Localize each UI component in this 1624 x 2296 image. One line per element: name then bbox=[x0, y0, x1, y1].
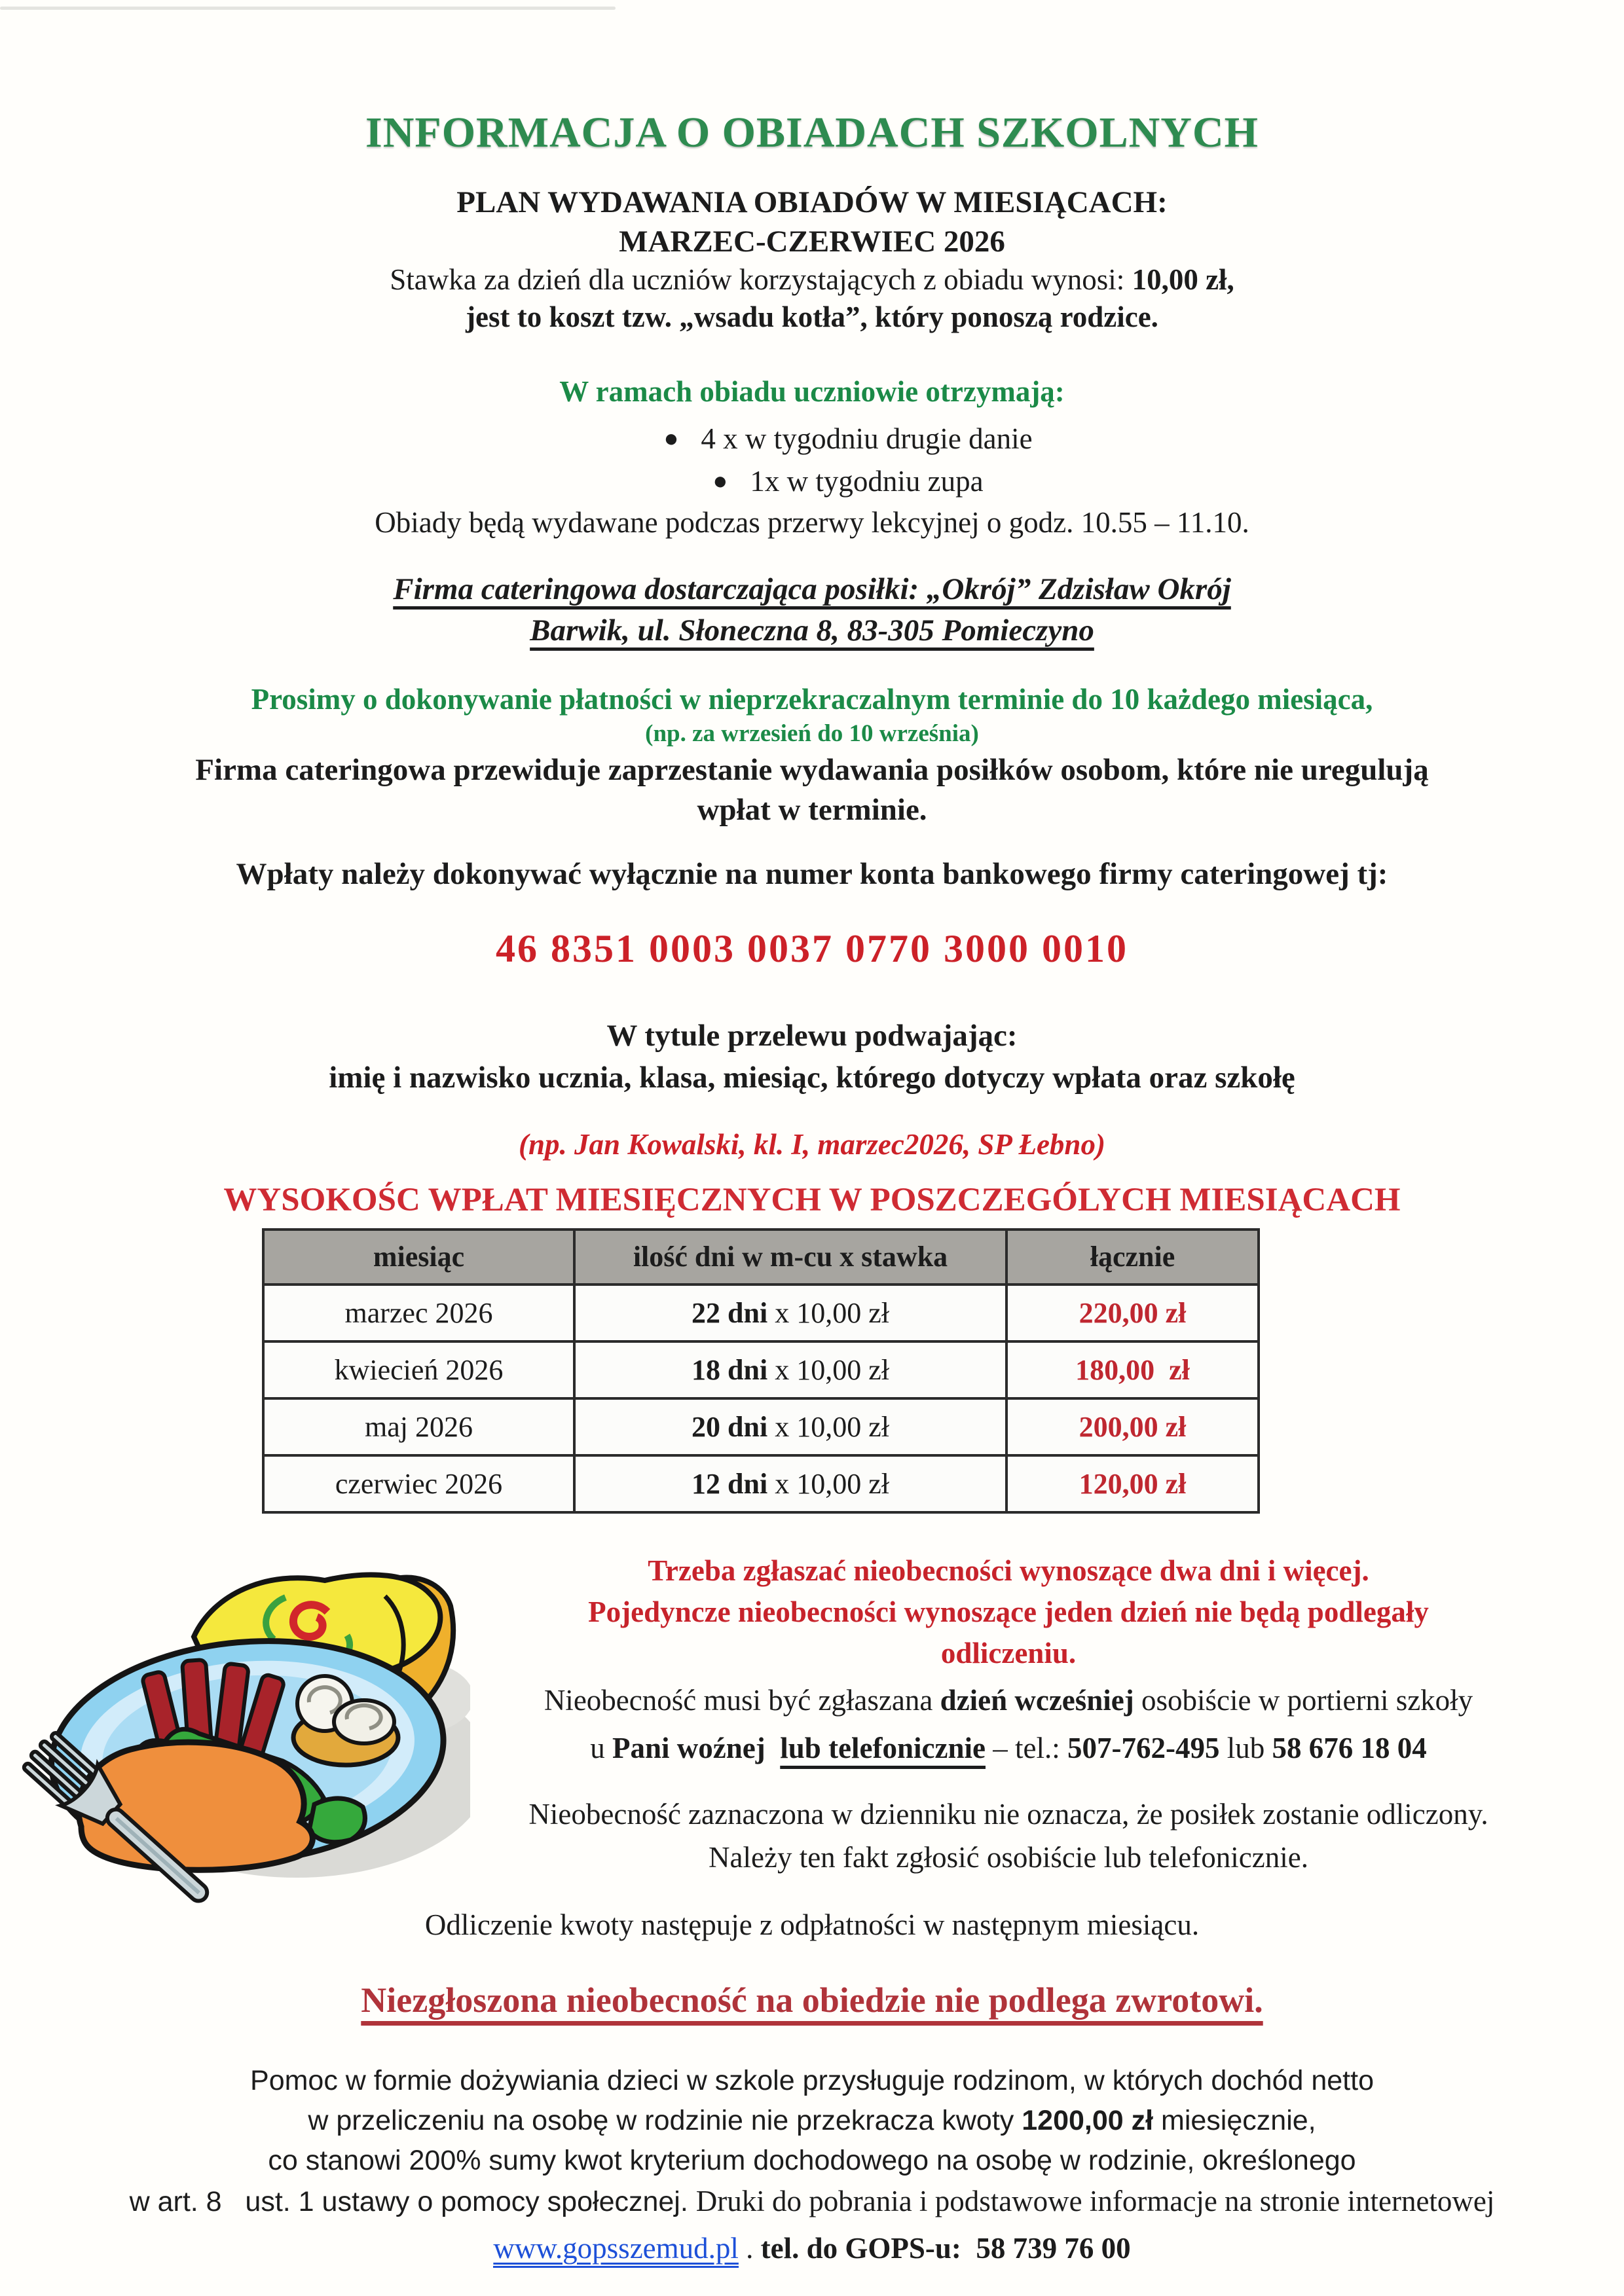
rate-paragraph bbox=[98, 261, 1526, 336]
scan-artifact-line bbox=[0, 7, 616, 10]
bank-transfer-intro: Wpłaty należy dokonywać wyłącznie na numer konta bankowego firmy cateringowej tj: bbox=[236, 857, 1388, 892]
cell-month: kwiecień 2026 bbox=[263, 1341, 574, 1398]
transfer-title-instructions bbox=[98, 1015, 1526, 1099]
serving-time-line: Obiady będą wydawane podczas przerwy lekcyjnej o godz. 10.55 – 11.10. bbox=[375, 506, 1249, 539]
gops-phone: tel. do GOPS-u: 58 739 76 00 bbox=[760, 2232, 1131, 2265]
bullet-icon: ● bbox=[663, 424, 679, 452]
plan-heading bbox=[98, 183, 1526, 261]
page-title: INFORMACJA O OBIADACH SZKOLNYCH bbox=[365, 109, 1259, 156]
phone-number-1: 507-762-495 bbox=[1067, 1732, 1220, 1765]
cell-days: 12 dni x 10,00 zł bbox=[574, 1455, 1006, 1512]
transfer-title-example: (np. Jan Kowalski, kl. I, marzec2026, SP Łebno) bbox=[519, 1127, 1105, 1161]
table-row bbox=[263, 1455, 1259, 1512]
absence-rule-red-1: Trzeba zgłaszać nieobecności wynoszące dwa dni i więcej. bbox=[648, 1554, 1369, 1587]
cell-month: czerwiec 2026 bbox=[263, 1455, 574, 1512]
plan-line-2: MARZEC-CZERWIEC 2026 bbox=[619, 225, 1005, 259]
cell-days: 20 dni x 10,00 zł bbox=[574, 1398, 1006, 1455]
catering-company-info bbox=[98, 569, 1526, 652]
rate-line-1: Stawka za dzień dla uczniów korzystających z obiadu wynosi: 10,00 zł, bbox=[390, 263, 1234, 297]
deduction-note: Odliczenie kwoty następuje z odpłatności w następnym miesiącu. bbox=[424, 1908, 1200, 1941]
catering-line-2: Barwik, ul. Słoneczna 8, 83-305 Pomieczyno bbox=[530, 613, 1094, 648]
monthly-fees-table bbox=[262, 1228, 1260, 1514]
no-refund-warning: Niezgłoszona nieobecność na obiedzie nie podlega zwrotowi. bbox=[361, 1980, 1263, 2020]
transfer-title-line-2: imię i nazwisko ucznia, klasa, miesiąc, którego dotyczy wpłata oraz szkołę bbox=[329, 1060, 1295, 1095]
cell-total: 220,00 zł bbox=[1006, 1285, 1259, 1341]
table-row bbox=[263, 1398, 1259, 1455]
absence-rule-red-2: Pojedyncze nieobecności wynoszące jeden dzień nie będą podlegały bbox=[588, 1595, 1429, 1628]
column-header-days: ilość dni w m-cu x stawka bbox=[574, 1230, 1006, 1285]
table-row bbox=[263, 1341, 1259, 1398]
rate-amount: 10,00 zł, bbox=[1132, 263, 1234, 297]
cell-month: maj 2026 bbox=[263, 1398, 574, 1455]
phone-contact-underlined: lub telefonicznie bbox=[780, 1732, 986, 1765]
deadline-line: Prosimy o dokonywanie płatności w nieprzekraczalnym terminie do 10 każdego miesiąca, bbox=[251, 682, 1373, 716]
warning-line-2: wpłat w terminie. bbox=[697, 793, 927, 827]
assistance-line-2: w przeliczeniu na osobę w rodzinie nie przekracza kwoty 1200,00 zł miesięcznie, bbox=[308, 2105, 1316, 2137]
phone-number-2: 58 676 18 04 bbox=[1272, 1732, 1427, 1765]
meal-plate-illustration bbox=[18, 1544, 470, 1917]
meals-included-heading: W ramach obiadu uczniowie otrzymają: bbox=[559, 374, 1065, 408]
gops-website-link[interactable]: www.gopsszemud.pl bbox=[493, 2232, 739, 2268]
bullet-icon: ● bbox=[712, 467, 728, 495]
warning-line-1: Firma cateringowa przewiduje zaprzestanie wydawania posiłków osobom, które nie uregulują bbox=[195, 752, 1429, 787]
assistance-paragraph bbox=[98, 2061, 1526, 2270]
table-row bbox=[263, 1285, 1259, 1341]
list-item: ● 4 x w tygodniu drugie danie bbox=[134, 418, 1562, 460]
assistance-line-1: Pomoc w formie dożywiania dzieci w szkole przysługuje rodzinom, w których dochód netto bbox=[250, 2064, 1374, 2096]
register-note: Nieobecność zaznaczona w dzienniku nie oznacza, że posiłek zostanie odliczony. Należy ten fakt zgłosić osobiście lub telefonicznie. bbox=[528, 1798, 1488, 1874]
cell-days: 18 dni x 10,00 zł bbox=[574, 1341, 1006, 1398]
assistance-line-3: co stanowi 200% sumy kwot kryterium dochodowego na osobę w rodzinie, określonego bbox=[268, 2145, 1356, 2177]
cell-total: 200,00 zł bbox=[1006, 1398, 1259, 1455]
cell-total: 180,00 zł bbox=[1006, 1341, 1259, 1398]
table-header-row bbox=[263, 1230, 1259, 1285]
cell-month: marzec 2026 bbox=[263, 1285, 574, 1341]
absence-report-line-1: Nieobecność musi być zgłaszana dzień wcześniej osobiście w portierni szkoły bbox=[544, 1683, 1473, 1717]
deadline-example: (np. za wrzesień do 10 września) bbox=[645, 720, 979, 747]
column-header-total: łącznie bbox=[1006, 1230, 1259, 1285]
payment-deadline-section bbox=[98, 681, 1526, 830]
cell-total: 120,00 zł bbox=[1006, 1455, 1259, 1512]
rate-line-2: jest to koszt tzw. „wsadu kotła”, który ponoszą rodzice. bbox=[466, 301, 1158, 334]
column-header-month: miesiąc bbox=[263, 1230, 574, 1285]
transfer-title-line-1: W tytule przelewu podwajając: bbox=[606, 1019, 1018, 1053]
list-item: ● 1x w tygodniu zupa bbox=[134, 460, 1562, 503]
assistance-line-4: w art. 8 ust. 1 ustawy o pomocy społecznej. Druki do pobrania i podstawowe informacje na stronie internetowej bbox=[129, 2185, 1495, 2218]
absence-report-line-2: u Pani woźnej lub telefonicznie – tel.: 507-762-495 lub 58 676 18 04 bbox=[590, 1732, 1427, 1765]
plan-line-1: PLAN WYDAWANIA OBIADÓW W MIESIĄCACH: bbox=[456, 185, 1168, 219]
bank-account-number: 46 8351 0003 0037 0770 3000 0010 bbox=[496, 927, 1128, 971]
catering-line-1: Firma cateringowa dostarczająca posiłki: „Okrój” Zdzisław Okrój bbox=[393, 572, 1231, 606]
footer-contact-line: www.gopsszemud.pl . tel. do GOPS-u: 58 739 76 00 bbox=[98, 2227, 1526, 2270]
cell-days: 22 dni x 10,00 zł bbox=[574, 1285, 1006, 1341]
absence-rule-red-3: odliczeniu. bbox=[940, 1636, 1077, 1669]
fees-table-title: WYSOKOŚC WPŁAT MIESIĘCZNYCH W POSZCZEGÓLYCH MIESIĄCACH bbox=[223, 1181, 1401, 1218]
